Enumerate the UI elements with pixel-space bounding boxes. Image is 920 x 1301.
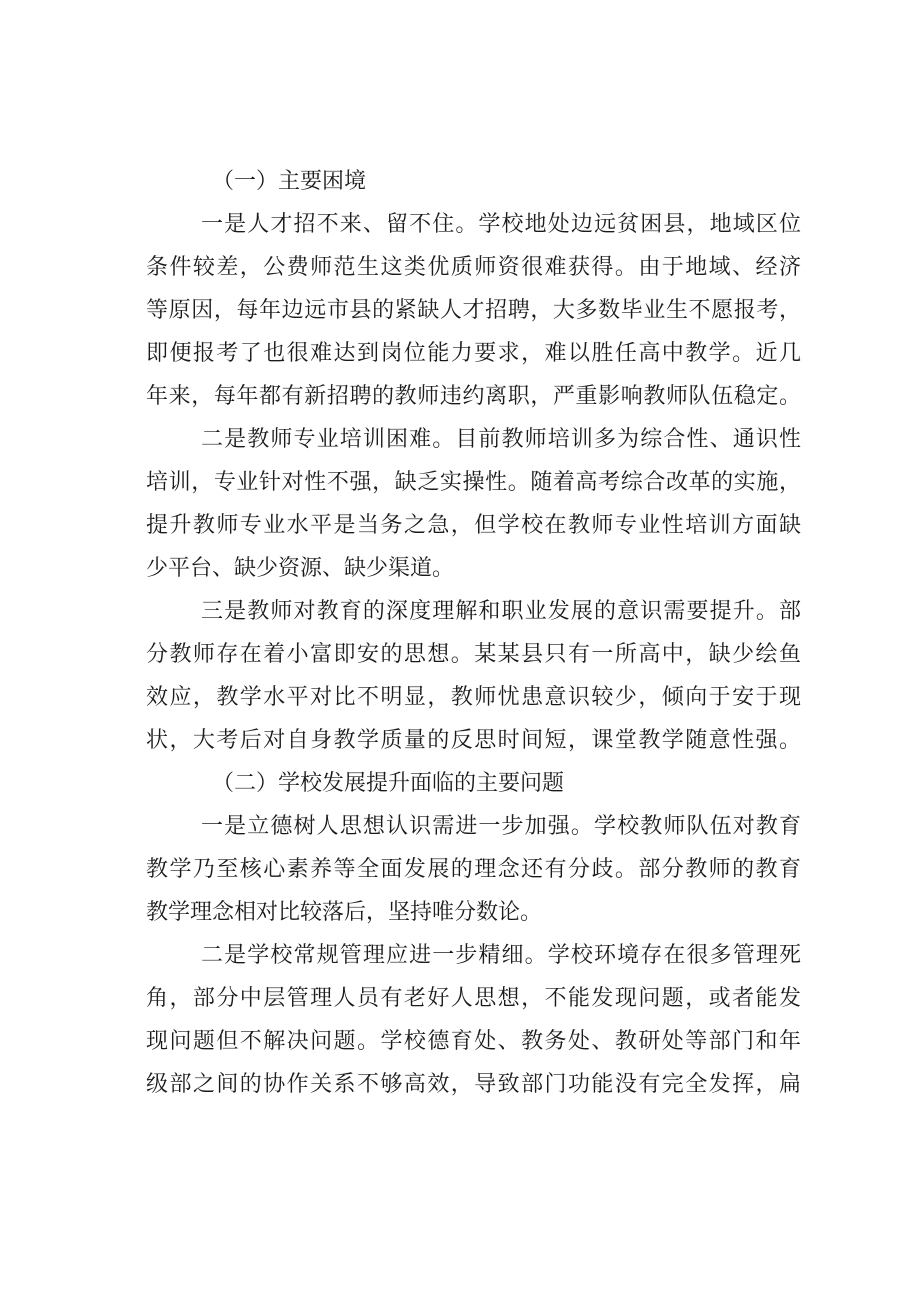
section-heading-school-development-issues: （二）学校发展提升面临的主要问题 (212, 771, 565, 796)
paragraph-line: 少平台、缺少资源、缺少渠道。 (146, 556, 455, 581)
paragraph-line: 条件较差，公费师范生这类优质师资很难获得。由于地域、经济 (146, 255, 801, 280)
section-heading-main-difficulties: （一）主要困境 (212, 169, 367, 194)
paragraph-line: 等原因，每年边远市县的紧缺人才招聘，大多数毕业生不愿报考， (146, 298, 801, 323)
paragraph-line: 教学乃至核心素养等全面发展的理念还有分歧。部分教师的教育 (146, 857, 801, 882)
paragraph-line: 效应，教学水平对比不明显，教师忧患意识较少，倾向于安于现 (146, 685, 801, 710)
paragraph-line: 年来，每年都有新招聘的教师违约离职，严重影响教师队伍稳定。 (146, 384, 801, 409)
paragraph-line: 角，部分中层管理人员有老好人思想，不能发现问题，或者能发 (146, 986, 801, 1011)
paragraph-line: 培训，专业针对性不强，缺乏实操性。随着高考综合改革的实施， (146, 470, 801, 495)
paragraph-line: 提升教师专业水平是当务之急，但学校在教师专业性培训方面缺 (146, 513, 801, 538)
paragraph-line: 教学理念相对比较落后，坚持唯分数论。 (146, 900, 543, 925)
paragraph-line: 级部之间的协作关系不够高效，导致部门功能没有完全发挥，扁 (146, 1072, 801, 1097)
paragraph-line: 一是人才招不来、留不住。学校地处边远贫困县，地域区位 (201, 212, 801, 237)
paragraph-line: 二是教师专业培训困难。目前教师培训多为综合性、通识性 (201, 427, 801, 452)
paragraph-line: 二是学校常规管理应进一步精细。学校环境存在很多管理死 (201, 943, 801, 968)
paragraph-line: 即便报考了也很难达到岗位能力要求，难以胜任高中教学。近几 (146, 341, 801, 366)
paragraph-line: 状，大考后对自身教学质量的反思时间短，课堂教学随意性强。 (146, 728, 801, 753)
paragraph-line: 一是立德树人思想认识需进一步加强。学校教师队伍对教育 (201, 814, 801, 839)
paragraph-line: 现问题但不解决问题。学校德育处、教务处、教研处等部门和年 (146, 1029, 801, 1054)
paragraph-line: 分教师存在着小富即安的思想。某某县只有一所高中，缺少绘鱼 (146, 642, 801, 667)
paragraph-line: 三是教师对教育的深度理解和职业发展的意识需要提升。部 (201, 599, 801, 624)
